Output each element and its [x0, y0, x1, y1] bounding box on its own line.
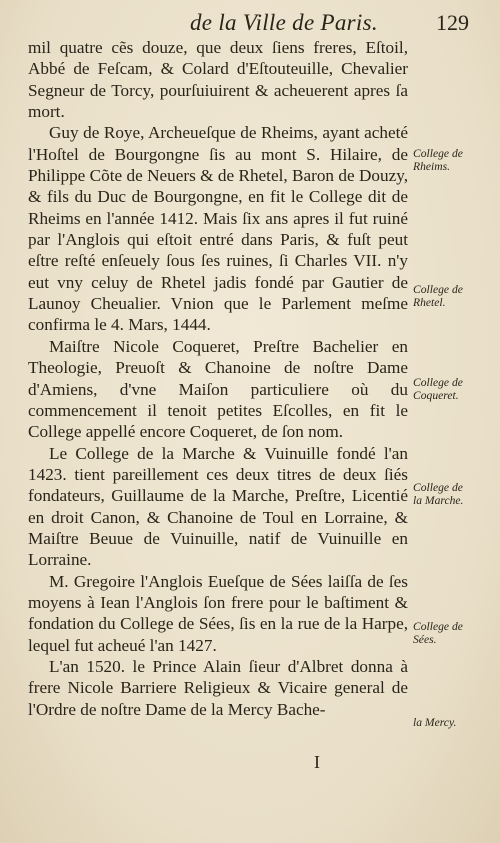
margin-note-line: Rhetel.	[413, 296, 446, 309]
margin-note-sees	[413, 620, 497, 646]
margin-note-line: College de	[413, 481, 463, 494]
margin-note-line: Coqueret.	[413, 389, 459, 402]
paragraph-mercy: L'an 1520. le Prince Alain ſieur d'Albret donna à frere Nicole Barriere Religieux & Vicaire general de l'Ordre de noſtre Dame de la Mercy Bache-	[28, 656, 408, 719]
margin-note-line: College de	[413, 376, 463, 389]
paragraph-rheims: Guy de Roye, Archeueſque de Rheims, ayant acheté l'Hoſtel de Bourgongne ſis au mont S. Hilaire, de Philippe Cõte de Neuers & de Rhetel, Baron de Douzy, & fils du Duc de Bourgongne, en fit le College dit de Rheims en l'année 1412. Mais ſix ans apres il fut ruiné par l'Anglois qui eſtoit entré dans Paris, & fuſt peut eſtre reſté enſeuely ſous ſes ruines, ſi Charles VII. n'y eut vny celuy de Rhetel jadis fondé par Gautier de Launoy Cheualier. Vnion que le Parlement meſme confirma le 4. Mars, 1444.	[28, 123, 408, 335]
margin-note-line: Sées.	[413, 633, 437, 646]
running-title: de la Ville de Paris.	[190, 10, 378, 35]
margin-note-coqueret	[413, 376, 497, 402]
margin-note-line: la Marche.	[413, 494, 464, 507]
paragraph-la-marche: Le College de la Marche & Vuinuille fondé l'an 1423. tient pareillement ces deux titres de deux ſiés fondateurs, Guillaume de la Marche, Preſtre, Licentié en droit Canon, & Chanoine de Toul en Lorraine, & Maiſtre Beuue de Vuinuille, natif de Vuinuille en Lorraine.	[28, 443, 408, 570]
margin-note-line: Rheims.	[413, 160, 451, 173]
paragraph-continuation: mil quatre cẽs douze, que deux ſiens freres, Eſtoil, Abbé de Feſcam, & Colard d'Eſtouteuille, Chevalier Segneur de Torcy, pourſuiuirent & acheuerent apres ſa mort.	[28, 38, 408, 122]
margin-note-line: College de	[413, 620, 463, 633]
page-header	[0, 4, 500, 38]
margin-note-mercy	[413, 716, 497, 729]
margin-note-rhetel	[413, 283, 497, 309]
paragraph-sees: M. Gregoire l'Anglois Eueſque de Sées laiſſa de ſes moyens à Iean l'Anglois ſon frere pour le baſtiment & fondation du College de Sées, ſis en la rue de la Harpe, lequel fut acheué l'an 1427.	[28, 571, 408, 655]
margin-note-line: College de	[413, 147, 463, 160]
page-number: 129	[436, 10, 469, 35]
main-text	[28, 37, 408, 720]
margin-note-rheims	[413, 147, 497, 173]
margin-note-line: College de	[413, 283, 463, 296]
signature-mark: I	[314, 752, 320, 772]
margin-note-la-marche	[413, 481, 497, 507]
paragraph-coqueret: Maiſtre Nicole Coqueret, Preſtre Bachelier en Theologie, Preuoſt & Chanoine de noſtre Dame d'Amiens, d'vne Maiſon particuliere où du commencement il tenoit petites Eſcolles, en fit le College appellé encore Coqueret, de ſon nom.	[28, 336, 408, 442]
margin-note-line: la Mercy.	[413, 716, 457, 729]
